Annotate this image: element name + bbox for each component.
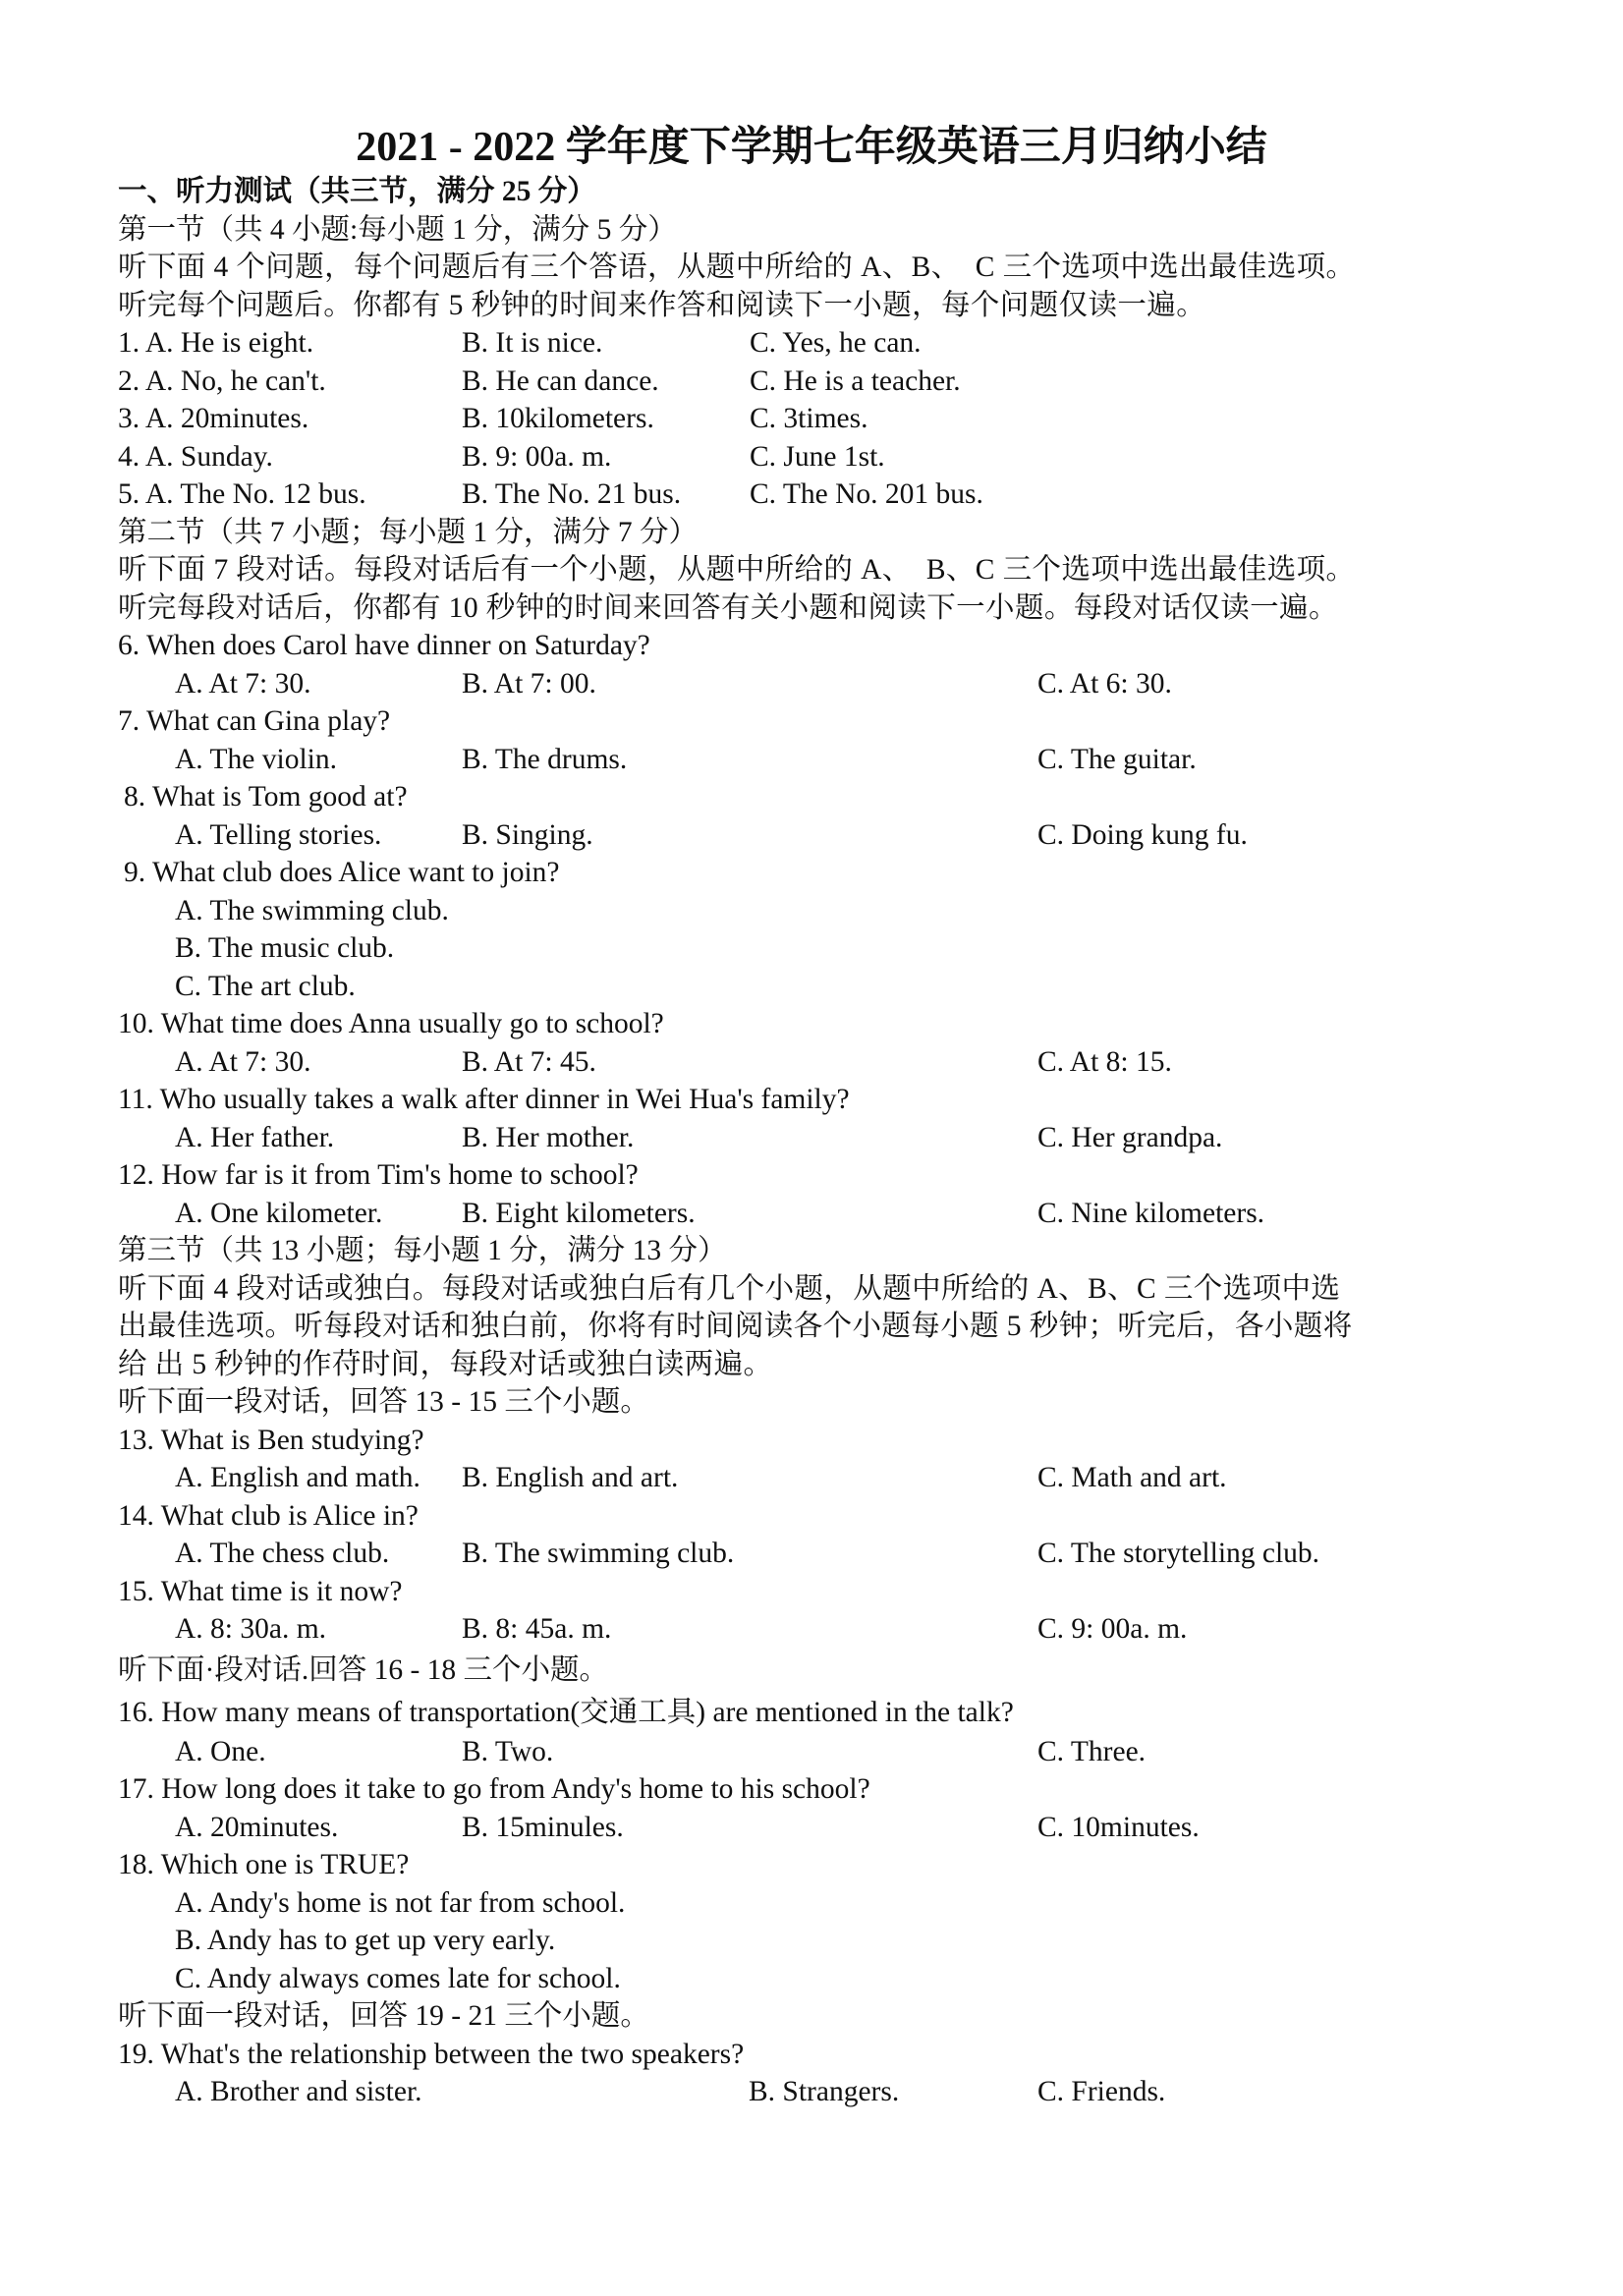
option-c: C. Andy always comes late for school. — [175, 1962, 621, 1994]
instruction-line: 给 出 5 秒钟的作苻时间，每段对话或独白读两遍。 — [118, 1348, 773, 1380]
question-stem: 11. Who usually takes a walk after dinner in Wei Hua's family? — [118, 1084, 850, 1115]
option-c: C. Three. — [1037, 1735, 1147, 1767]
option-c: C. At 8: 15. — [1037, 1045, 1172, 1078]
option-c: C. Doing kung fu. — [1037, 818, 1248, 851]
option-b: B. 9: 00a. m. — [462, 440, 612, 473]
dialogue-intro: 听下面·段对话.回答 16 - 18 三个小题。 — [118, 1653, 609, 1686]
option-a: A. The violin. — [175, 743, 337, 775]
option-c: C. Nine kilometers. — [1037, 1197, 1265, 1229]
option-c: C. He is a teacher. — [750, 364, 961, 397]
option-b: B. Two. — [462, 1735, 554, 1767]
question-options — [118, 1809, 1523, 1847]
question-stem — [118, 854, 1523, 892]
option-a: A. 8: 30a. m. — [175, 1613, 327, 1645]
option-c: C. Math and art. — [1037, 1462, 1227, 1493]
question-stem: 18. Which one is TRUE? — [118, 1849, 410, 1880]
option-b: B. The No. 21 bus. — [462, 478, 682, 510]
question-row — [118, 400, 1523, 438]
part1-heading: 第一节（共 4 小题:每小题 1 分，满分 5 分） — [118, 213, 677, 246]
option-b: B. Eight kilometers. — [462, 1197, 696, 1229]
part2-instructions — [118, 551, 1523, 627]
option-a: A. One. — [175, 1735, 266, 1767]
question-stem: 14. What club is Alice in? — [118, 1499, 419, 1532]
question-stem: 10. What time does Anna usually go to school? — [118, 1008, 664, 1039]
question-stem-text: 9. What club does Alice want to join? — [124, 857, 560, 888]
question-stem: 7. What can Gina play? — [118, 705, 391, 737]
option-b: B. Her mother. — [462, 1121, 635, 1153]
option-a: 1. A. He is eight. — [118, 327, 314, 359]
option-c: C. 9: 00a. m. — [1037, 1613, 1188, 1645]
question-row — [118, 476, 1523, 514]
instruction-line: 听下面 7 段对话。每段对话后有一个小题，从题中所给的 A、 B、C 三个选项中选出最佳选项。 — [118, 554, 1356, 586]
option-a: 2. A. No, he can't. — [118, 364, 326, 397]
option-a: A. 20minutes. — [175, 1811, 339, 1843]
option-b: B. 15minules. — [462, 1811, 624, 1843]
question-options — [118, 665, 1523, 703]
option-b: B. He can dance. — [462, 364, 659, 397]
option-b: B. At 7: 45. — [462, 1045, 596, 1078]
question-stem: 13. What is Ben studying? — [118, 1424, 424, 1456]
option-c: C. Yes, he can. — [750, 327, 922, 359]
option-a: A. Andy's home is not far from school. — [175, 1886, 626, 1919]
instruction-line: 出最佳选项。听每段对话和独白前，你将有时间阅读各个小题每小题 5 秒钟；听完后，各小题将 — [118, 1311, 1353, 1342]
option-c: C. 3times. — [750, 403, 868, 434]
listening-section — [118, 173, 1523, 2111]
question-option — [118, 968, 1523, 1006]
question-row — [118, 363, 1523, 401]
option-b: B. The swimming club. — [462, 1538, 735, 1569]
dialogue-intro: 听下面一段对话，回答 19 - 21 三个小题。 — [118, 2000, 649, 2032]
option-b: B. Strangers. — [749, 2076, 900, 2107]
option-a: A. The swimming club. — [175, 894, 449, 926]
option-a: 3. A. 20minutes. — [118, 403, 309, 434]
option-b: B. 10kilometers. — [462, 403, 654, 434]
document-title: 2021 - 2022 学年度下学期七年级英语三月归纳小结 — [356, 125, 1267, 170]
option-b: B. At 7: 00. — [462, 667, 596, 700]
question-row — [118, 324, 1523, 363]
question-options — [118, 1733, 1523, 1771]
section-heading: 一、听力测试（共三节，满分 25 分） — [118, 176, 596, 207]
question-options — [118, 1195, 1523, 1233]
option-c: C. At 6: 30. — [1037, 667, 1172, 700]
question-option — [118, 1960, 1523, 1998]
option-a: A. At 7: 30. — [175, 667, 311, 700]
option-b: B. 8: 45a. m. — [462, 1613, 612, 1645]
question-option — [118, 892, 1523, 930]
option-b: B. The music club. — [175, 932, 395, 964]
option-c: C. The No. 201 bus. — [750, 478, 983, 510]
question-stem: 16. How many means of transportation(交通工具) are mentioned in the talk? — [118, 1696, 1014, 1728]
question-options — [118, 1535, 1523, 1573]
question-stem — [118, 778, 1523, 816]
question-options — [118, 1119, 1523, 1157]
option-c: C. The guitar. — [1037, 743, 1197, 775]
option-b: B. English and art. — [462, 1462, 679, 1493]
option-c: C. The storytelling club. — [1037, 1538, 1320, 1569]
question-options — [118, 816, 1523, 855]
option-a: A. Telling stories. — [175, 818, 382, 851]
instruction-line: 听下面 4 段对话或独白。每段对话或独白后有几个小题，从题中所给的 A、B、C 三个选项中选 — [118, 1272, 1341, 1305]
question-stem: 15. What time is it now? — [118, 1575, 403, 1607]
dialogue-intro: 听下面一段对话，回答 13 - 15 三个小题。 — [118, 1386, 649, 1418]
option-b: B. The drums. — [462, 743, 628, 775]
option-a: A. Brother and sister. — [175, 2076, 422, 2107]
option-a: A. One kilometer. — [175, 1197, 383, 1229]
option-c: C. Friends. — [1037, 2076, 1166, 2107]
part3-heading: 第三节（共 13 小题；每小题 1 分，满分 13 分） — [118, 1235, 727, 1266]
option-a: A. Her father. — [175, 1121, 335, 1153]
part1-instructions — [118, 249, 1523, 324]
option-a: A. The chess club. — [175, 1538, 390, 1569]
option-a: 5. A. The No. 12 bus. — [118, 478, 366, 510]
instruction-line: 听完每段对话后，你都有 10 秒钟的时间来回答有关小题和阅读下一小题。每段对话仅读一遍。 — [118, 591, 1338, 624]
option-a: 4. A. Sunday. — [118, 440, 273, 473]
question-options — [118, 2073, 1523, 2111]
question-option — [118, 1922, 1523, 1960]
option-b: B. Singing. — [462, 818, 593, 851]
option-a: A. English and math. — [175, 1462, 420, 1493]
question-stem: 6. When does Carol have dinner on Saturday? — [118, 630, 650, 661]
question-option — [118, 1884, 1523, 1923]
option-b: B. Andy has to get up very early. — [175, 1925, 556, 1956]
part3-instructions — [118, 1270, 1523, 1384]
question-option — [118, 929, 1523, 968]
question-stem: 19. What's the relationship between the two speakers? — [118, 2038, 745, 2070]
option-c: C. June 1st. — [750, 440, 885, 473]
part2-heading: 第二节（共 7 小题；每小题 1 分，满分 7 分） — [118, 516, 699, 548]
question-stem: 17. How long does it take to go from Andy's home to his school? — [118, 1773, 870, 1805]
option-c: C. The art club. — [175, 970, 356, 1002]
option-c: C. 10minutes. — [1037, 1811, 1200, 1843]
question-stem: 12. How far is it from Tim's home to school? — [118, 1159, 639, 1191]
instruction-line: 听下面 4 个问题，每个问题后有三个答语，从题中所给的 A、B、 C 三个选项中选出最佳选项。 — [118, 252, 1356, 283]
option-a: A. At 7: 30. — [175, 1045, 311, 1078]
question-options — [118, 1459, 1523, 1497]
option-b: B. It is nice. — [462, 327, 603, 359]
question-row — [118, 438, 1523, 476]
instruction-line: 听完每个问题后。你都有 5 秒钟的时间来作答和阅读下一小题，每个问题仅读一遍。 — [118, 289, 1206, 321]
question-options — [118, 1043, 1523, 1082]
question-options — [118, 1610, 1523, 1649]
question-stem-text: 8. What is Tom good at? — [124, 781, 408, 812]
question-options — [118, 741, 1523, 779]
option-c: C. Her grandpa. — [1037, 1121, 1223, 1153]
